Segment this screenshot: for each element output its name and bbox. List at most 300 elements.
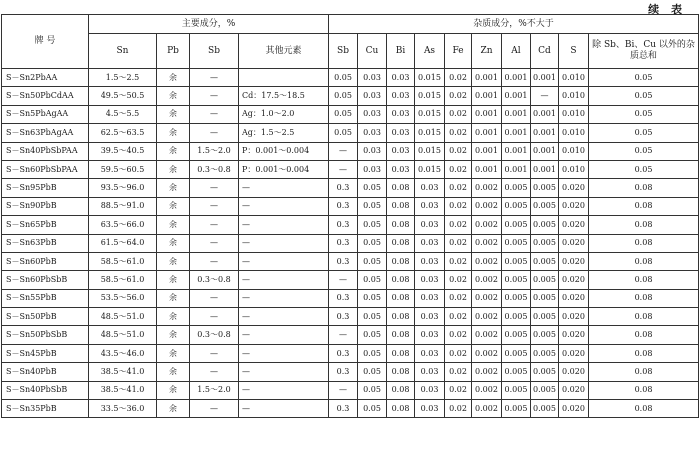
imp-fe-cell: 0.02 bbox=[445, 124, 472, 142]
imp-fe-cell: 0.02 bbox=[445, 234, 472, 252]
imp-s-cell: 0.020 bbox=[559, 326, 589, 344]
imp-as-cell: 0.03 bbox=[415, 289, 445, 307]
imp-as-cell: 0.015 bbox=[415, 160, 445, 178]
imp-fe-cell: 0.02 bbox=[445, 308, 472, 326]
other-elements-cell: — bbox=[239, 381, 329, 399]
table-header bbox=[2, 15, 699, 69]
col-header-imp-bi: Bi bbox=[387, 34, 415, 69]
table-row bbox=[2, 160, 699, 178]
other-elements-cell: P：0.001～0.004 bbox=[239, 160, 329, 178]
imp-s-cell: 0.020 bbox=[559, 271, 589, 289]
sn-cell: 61.5～64.0 bbox=[89, 234, 157, 252]
col-header-imp-cd: Cd bbox=[531, 34, 559, 69]
total-impurities-cell: 0.08 bbox=[589, 197, 699, 215]
imp-as-cell: 0.015 bbox=[415, 142, 445, 160]
sb-cell: 0.3～0.8 bbox=[190, 326, 239, 344]
sb-cell: — bbox=[190, 363, 239, 381]
imp-s-cell: 0.020 bbox=[559, 216, 589, 234]
brand-cell: S－Sn5PbAgAA bbox=[2, 105, 89, 123]
imp-as-cell: 0.015 bbox=[415, 124, 445, 142]
pb-cell: 余 bbox=[157, 142, 190, 160]
total-impurities-cell: 0.05 bbox=[589, 69, 699, 87]
col-header-imp-zn: Zn bbox=[472, 34, 502, 69]
sn-cell: 39.5～40.5 bbox=[89, 142, 157, 160]
imp-sb-cell: 0.3 bbox=[329, 252, 358, 270]
imp-bi-cell: 0.08 bbox=[387, 363, 415, 381]
sb-cell: — bbox=[190, 344, 239, 362]
imp-al-cell: 0.001 bbox=[502, 124, 531, 142]
imp-sb-cell: 0.3 bbox=[329, 289, 358, 307]
pb-cell: 余 bbox=[157, 289, 190, 307]
imp-fe-cell: 0.02 bbox=[445, 216, 472, 234]
imp-zn-cell: 0.001 bbox=[472, 142, 502, 160]
imp-zn-cell: 0.002 bbox=[472, 179, 502, 197]
imp-s-cell: 0.020 bbox=[559, 344, 589, 362]
other-elements-cell: — bbox=[239, 308, 329, 326]
imp-fe-cell: 0.02 bbox=[445, 252, 472, 270]
imp-as-cell: 0.015 bbox=[415, 105, 445, 123]
sb-cell: 0.3～0.8 bbox=[190, 271, 239, 289]
brand-cell: S－Sn60PbSbPAA bbox=[2, 160, 89, 178]
imp-sb-cell: 0.05 bbox=[329, 124, 358, 142]
table-row bbox=[2, 289, 699, 307]
imp-cu-cell: 0.05 bbox=[358, 308, 387, 326]
brand-cell: S－Sn65PbB bbox=[2, 216, 89, 234]
sb-cell: — bbox=[190, 87, 239, 105]
imp-cd-cell: 0.005 bbox=[531, 344, 559, 362]
main-composition-header: 主要成分，% bbox=[89, 15, 329, 34]
brand-cell: S－Sn2PbAA bbox=[2, 69, 89, 87]
table-row bbox=[2, 326, 699, 344]
imp-cd-cell: 0.005 bbox=[531, 381, 559, 399]
imp-sb-cell: — bbox=[329, 381, 358, 399]
solder-composition-table bbox=[1, 14, 699, 418]
table-row bbox=[2, 252, 699, 270]
imp-bi-cell: 0.03 bbox=[387, 105, 415, 123]
sn-cell: 58.5～61.0 bbox=[89, 271, 157, 289]
sb-cell: — bbox=[190, 179, 239, 197]
pb-cell: 余 bbox=[157, 363, 190, 381]
continued-label: 续 表 bbox=[648, 3, 686, 16]
imp-fe-cell: 0.02 bbox=[445, 381, 472, 399]
col-header-imp-sb: Sb bbox=[329, 34, 358, 69]
imp-bi-cell: 0.03 bbox=[387, 69, 415, 87]
imp-as-cell: 0.015 bbox=[415, 87, 445, 105]
imp-s-cell: 0.020 bbox=[559, 234, 589, 252]
pb-cell: 余 bbox=[157, 308, 190, 326]
imp-al-cell: 0.005 bbox=[502, 344, 531, 362]
imp-sb-cell: 0.3 bbox=[329, 400, 358, 418]
col-header-sb: Sb bbox=[190, 34, 239, 69]
sn-cell: 48.5～51.0 bbox=[89, 308, 157, 326]
col-header-imp-fe: Fe bbox=[445, 34, 472, 69]
brand-cell: S－Sn50PbB bbox=[2, 308, 89, 326]
imp-zn-cell: 0.002 bbox=[472, 289, 502, 307]
imp-cu-cell: 0.03 bbox=[358, 105, 387, 123]
imp-zn-cell: 0.002 bbox=[472, 271, 502, 289]
brand-header: 牌 号 bbox=[2, 15, 89, 69]
imp-bi-cell: 0.08 bbox=[387, 271, 415, 289]
brand-cell: S－Sn40PbB bbox=[2, 363, 89, 381]
imp-cu-cell: 0.05 bbox=[358, 234, 387, 252]
sn-cell: 58.5～61.0 bbox=[89, 252, 157, 270]
imp-sb-cell: — bbox=[329, 142, 358, 160]
sb-cell: — bbox=[190, 308, 239, 326]
total-impurities-cell: 0.08 bbox=[589, 363, 699, 381]
imp-cu-cell: 0.03 bbox=[358, 142, 387, 160]
imp-zn-cell: 0.002 bbox=[472, 400, 502, 418]
brand-cell: S－Sn63PbB bbox=[2, 234, 89, 252]
sb-cell: — bbox=[190, 216, 239, 234]
imp-al-cell: 0.005 bbox=[502, 179, 531, 197]
imp-cd-cell: 0.001 bbox=[531, 160, 559, 178]
brand-cell: S－Sn60PbB bbox=[2, 252, 89, 270]
imp-as-cell: 0.03 bbox=[415, 326, 445, 344]
imp-al-cell: 0.005 bbox=[502, 400, 531, 418]
imp-fe-cell: 0.02 bbox=[445, 271, 472, 289]
imp-s-cell: 0.010 bbox=[559, 87, 589, 105]
brand-cell: S－Sn60PbSbB bbox=[2, 271, 89, 289]
imp-sb-cell: 0.3 bbox=[329, 363, 358, 381]
pb-cell: 余 bbox=[157, 326, 190, 344]
table-row bbox=[2, 197, 699, 215]
imp-bi-cell: 0.08 bbox=[387, 344, 415, 362]
imp-cd-cell: 0.005 bbox=[531, 197, 559, 215]
brand-cell: S－Sn95PbB bbox=[2, 179, 89, 197]
imp-fe-cell: 0.02 bbox=[445, 289, 472, 307]
brand-cell: S－Sn40PbSbPAA bbox=[2, 142, 89, 160]
other-elements-cell: — bbox=[239, 344, 329, 362]
imp-cu-cell: 0.05 bbox=[358, 216, 387, 234]
total-impurities-cell: 0.08 bbox=[589, 216, 699, 234]
imp-bi-cell: 0.03 bbox=[387, 142, 415, 160]
table-row bbox=[2, 308, 699, 326]
sb-cell: 0.3～0.8 bbox=[190, 160, 239, 178]
imp-cd-cell: 0.001 bbox=[531, 105, 559, 123]
pb-cell: 余 bbox=[157, 344, 190, 362]
imp-s-cell: 0.020 bbox=[559, 197, 589, 215]
imp-bi-cell: 0.08 bbox=[387, 216, 415, 234]
col-header-imp-as: As bbox=[415, 34, 445, 69]
imp-zn-cell: 0.002 bbox=[472, 216, 502, 234]
imp-cu-cell: 0.03 bbox=[358, 124, 387, 142]
total-impurities-cell: 0.08 bbox=[589, 400, 699, 418]
imp-zn-cell: 0.002 bbox=[472, 381, 502, 399]
sb-cell: — bbox=[190, 400, 239, 418]
sn-cell: 62.5～63.5 bbox=[89, 124, 157, 142]
imp-fe-cell: 0.02 bbox=[445, 326, 472, 344]
imp-bi-cell: 0.08 bbox=[387, 326, 415, 344]
table-row bbox=[2, 105, 699, 123]
imp-cu-cell: 0.03 bbox=[358, 87, 387, 105]
imp-cu-cell: 0.05 bbox=[358, 289, 387, 307]
imp-zn-cell: 0.002 bbox=[472, 197, 502, 215]
imp-s-cell: 0.020 bbox=[559, 400, 589, 418]
imp-al-cell: 0.001 bbox=[502, 142, 531, 160]
total-impurities-cell: 0.08 bbox=[589, 252, 699, 270]
total-impurities-cell: 0.08 bbox=[589, 326, 699, 344]
imp-sb-cell: 0.3 bbox=[329, 234, 358, 252]
imp-cd-cell: 0.001 bbox=[531, 124, 559, 142]
total-impurities-cell: 0.08 bbox=[589, 179, 699, 197]
imp-al-cell: 0.005 bbox=[502, 271, 531, 289]
sb-cell: 1.5～2.0 bbox=[190, 142, 239, 160]
imp-as-cell: 0.03 bbox=[415, 271, 445, 289]
table-row bbox=[2, 216, 699, 234]
imp-cd-cell: — bbox=[531, 87, 559, 105]
imp-s-cell: 0.020 bbox=[559, 252, 589, 270]
imp-al-cell: 0.005 bbox=[502, 289, 531, 307]
other-elements-cell: Cd：17.5～18.5 bbox=[239, 87, 329, 105]
imp-as-cell: 0.03 bbox=[415, 308, 445, 326]
sb-cell: — bbox=[190, 105, 239, 123]
total-impurities-cell: 0.08 bbox=[589, 234, 699, 252]
table-row bbox=[2, 179, 699, 197]
table-row bbox=[2, 142, 699, 160]
table-row bbox=[2, 344, 699, 362]
imp-zn-cell: 0.001 bbox=[472, 69, 502, 87]
imp-fe-cell: 0.02 bbox=[445, 69, 472, 87]
imp-cd-cell: 0.005 bbox=[531, 308, 559, 326]
pb-cell: 余 bbox=[157, 252, 190, 270]
sn-cell: 93.5～96.0 bbox=[89, 179, 157, 197]
table-row bbox=[2, 124, 699, 142]
col-header-imp-s: S bbox=[559, 34, 589, 69]
imp-sb-cell: — bbox=[329, 271, 358, 289]
imp-sb-cell: 0.05 bbox=[329, 87, 358, 105]
imp-as-cell: 0.03 bbox=[415, 400, 445, 418]
imp-fe-cell: 0.02 bbox=[445, 179, 472, 197]
table-body bbox=[2, 69, 699, 418]
col-header-imp-al: Al bbox=[502, 34, 531, 69]
other-elements-cell: — bbox=[239, 289, 329, 307]
table-row bbox=[2, 87, 699, 105]
imp-fe-cell: 0.02 bbox=[445, 400, 472, 418]
table-row bbox=[2, 234, 699, 252]
other-elements-cell: — bbox=[239, 179, 329, 197]
imp-zn-cell: 0.001 bbox=[472, 105, 502, 123]
pb-cell: 余 bbox=[157, 216, 190, 234]
imp-bi-cell: 0.08 bbox=[387, 289, 415, 307]
table-row bbox=[2, 363, 699, 381]
imp-al-cell: 0.001 bbox=[502, 160, 531, 178]
imp-cd-cell: 0.005 bbox=[531, 271, 559, 289]
sn-cell: 48.5～51.0 bbox=[89, 326, 157, 344]
imp-al-cell: 0.005 bbox=[502, 381, 531, 399]
imp-cu-cell: 0.05 bbox=[358, 252, 387, 270]
table-row bbox=[2, 400, 699, 418]
other-elements-cell: — bbox=[239, 400, 329, 418]
imp-bi-cell: 0.08 bbox=[387, 234, 415, 252]
other-elements-cell: Ag：1.0～2.0 bbox=[239, 105, 329, 123]
sn-cell: 33.5～36.0 bbox=[89, 400, 157, 418]
imp-bi-cell: 0.08 bbox=[387, 308, 415, 326]
imp-sb-cell: 0.3 bbox=[329, 197, 358, 215]
sn-cell: 4.5～5.5 bbox=[89, 105, 157, 123]
imp-as-cell: 0.03 bbox=[415, 363, 445, 381]
total-impurities-cell: 0.05 bbox=[589, 105, 699, 123]
imp-al-cell: 0.005 bbox=[502, 234, 531, 252]
imp-s-cell: 0.020 bbox=[559, 381, 589, 399]
imp-al-cell: 0.001 bbox=[502, 69, 531, 87]
imp-cd-cell: 0.005 bbox=[531, 289, 559, 307]
imp-cu-cell: 0.05 bbox=[358, 271, 387, 289]
total-impurities-cell: 0.05 bbox=[589, 124, 699, 142]
imp-cd-cell: 0.005 bbox=[531, 252, 559, 270]
sn-cell: 59.5～60.5 bbox=[89, 160, 157, 178]
total-impurities-cell: 0.05 bbox=[589, 87, 699, 105]
brand-cell: S－Sn35PbB bbox=[2, 400, 89, 418]
pb-cell: 余 bbox=[157, 234, 190, 252]
imp-zn-cell: 0.001 bbox=[472, 160, 502, 178]
imp-sb-cell: — bbox=[329, 326, 358, 344]
imp-bi-cell: 0.03 bbox=[387, 160, 415, 178]
imp-s-cell: 0.020 bbox=[559, 308, 589, 326]
pb-cell: 余 bbox=[157, 124, 190, 142]
sn-cell: 38.5～41.0 bbox=[89, 363, 157, 381]
pb-cell: 余 bbox=[157, 105, 190, 123]
other-elements-cell: — bbox=[239, 252, 329, 270]
imp-cd-cell: 0.001 bbox=[531, 142, 559, 160]
other-elements-cell: — bbox=[239, 216, 329, 234]
imp-cu-cell: 0.05 bbox=[358, 326, 387, 344]
other-elements-cell: Ag：1.5～2.5 bbox=[239, 124, 329, 142]
sn-cell: 38.5～41.0 bbox=[89, 381, 157, 399]
brand-cell: S－Sn63PbAgAA bbox=[2, 124, 89, 142]
imp-s-cell: 0.020 bbox=[559, 179, 589, 197]
sb-cell: — bbox=[190, 289, 239, 307]
imp-cu-cell: 0.03 bbox=[358, 69, 387, 87]
brand-cell: S－Sn40PbSbB bbox=[2, 381, 89, 399]
total-impurities-cell: 0.08 bbox=[589, 381, 699, 399]
imp-bi-cell: 0.08 bbox=[387, 381, 415, 399]
imp-zn-cell: 0.001 bbox=[472, 87, 502, 105]
imp-s-cell: 0.010 bbox=[559, 105, 589, 123]
pb-cell: 余 bbox=[157, 160, 190, 178]
total-impurities-cell: 0.08 bbox=[589, 344, 699, 362]
imp-al-cell: 0.005 bbox=[502, 197, 531, 215]
imp-al-cell: 0.005 bbox=[502, 216, 531, 234]
col-header-other-elements: 其他元素 bbox=[239, 34, 329, 69]
sn-cell: 88.5～91.0 bbox=[89, 197, 157, 215]
sn-cell: 53.5～56.0 bbox=[89, 289, 157, 307]
imp-bi-cell: 0.08 bbox=[387, 179, 415, 197]
imp-bi-cell: 0.03 bbox=[387, 124, 415, 142]
brand-cell: S－Sn55PbB bbox=[2, 289, 89, 307]
imp-zn-cell: 0.002 bbox=[472, 252, 502, 270]
pb-cell: 余 bbox=[157, 69, 190, 87]
imp-al-cell: 0.005 bbox=[502, 308, 531, 326]
sn-cell: 49.5～50.5 bbox=[89, 87, 157, 105]
table-row bbox=[2, 69, 699, 87]
imp-cu-cell: 0.05 bbox=[358, 381, 387, 399]
imp-as-cell: 0.03 bbox=[415, 216, 445, 234]
imp-fe-cell: 0.02 bbox=[445, 197, 472, 215]
imp-sb-cell: 0.3 bbox=[329, 179, 358, 197]
total-impurities-cell: 0.08 bbox=[589, 289, 699, 307]
imp-fe-cell: 0.02 bbox=[445, 87, 472, 105]
imp-s-cell: 0.020 bbox=[559, 363, 589, 381]
imp-fe-cell: 0.02 bbox=[445, 160, 472, 178]
imp-cu-cell: 0.03 bbox=[358, 160, 387, 178]
sn-cell: 63.5～66.0 bbox=[89, 216, 157, 234]
imp-fe-cell: 0.02 bbox=[445, 363, 472, 381]
other-elements-cell bbox=[239, 69, 329, 87]
imp-s-cell: 0.010 bbox=[559, 69, 589, 87]
pb-cell: 余 bbox=[157, 179, 190, 197]
total-impurities-cell: 0.08 bbox=[589, 308, 699, 326]
imp-zn-cell: 0.002 bbox=[472, 234, 502, 252]
imp-bi-cell: 0.08 bbox=[387, 252, 415, 270]
sb-cell: — bbox=[190, 124, 239, 142]
imp-cd-cell: 0.005 bbox=[531, 400, 559, 418]
imp-al-cell: 0.005 bbox=[502, 326, 531, 344]
sn-cell: 1.5～2.5 bbox=[89, 69, 157, 87]
other-elements-cell: — bbox=[239, 197, 329, 215]
imp-sb-cell: 0.05 bbox=[329, 105, 358, 123]
imp-cu-cell: 0.05 bbox=[358, 179, 387, 197]
imp-al-cell: 0.001 bbox=[502, 87, 531, 105]
imp-cd-cell: 0.001 bbox=[531, 69, 559, 87]
imp-fe-cell: 0.02 bbox=[445, 344, 472, 362]
imp-as-cell: 0.03 bbox=[415, 381, 445, 399]
brand-cell: S－Sn45PbB bbox=[2, 344, 89, 362]
imp-cd-cell: 0.005 bbox=[531, 363, 559, 381]
imp-sb-cell: 0.3 bbox=[329, 308, 358, 326]
imp-s-cell: 0.010 bbox=[559, 124, 589, 142]
imp-sb-cell: — bbox=[329, 160, 358, 178]
pb-cell: 余 bbox=[157, 197, 190, 215]
table-row bbox=[2, 381, 699, 399]
imp-fe-cell: 0.02 bbox=[445, 142, 472, 160]
imp-cu-cell: 0.05 bbox=[358, 363, 387, 381]
imp-cd-cell: 0.005 bbox=[531, 179, 559, 197]
sb-cell: — bbox=[190, 69, 239, 87]
imp-zn-cell: 0.002 bbox=[472, 363, 502, 381]
imp-bi-cell: 0.08 bbox=[387, 197, 415, 215]
imp-cu-cell: 0.05 bbox=[358, 197, 387, 215]
imp-sb-cell: 0.05 bbox=[329, 69, 358, 87]
other-elements-cell: — bbox=[239, 271, 329, 289]
imp-sb-cell: 0.3 bbox=[329, 344, 358, 362]
imp-as-cell: 0.03 bbox=[415, 179, 445, 197]
imp-cd-cell: 0.005 bbox=[531, 234, 559, 252]
sb-cell: 1.5～2.0 bbox=[190, 381, 239, 399]
imp-zn-cell: 0.001 bbox=[472, 124, 502, 142]
imp-s-cell: 0.020 bbox=[559, 289, 589, 307]
other-elements-cell: — bbox=[239, 234, 329, 252]
sb-cell: — bbox=[190, 197, 239, 215]
imp-cd-cell: 0.005 bbox=[531, 216, 559, 234]
col-header-imp-cu: Cu bbox=[358, 34, 387, 69]
brand-cell: S－Sn90PbB bbox=[2, 197, 89, 215]
imp-as-cell: 0.015 bbox=[415, 69, 445, 87]
pb-cell: 余 bbox=[157, 381, 190, 399]
pb-cell: 余 bbox=[157, 271, 190, 289]
imp-fe-cell: 0.02 bbox=[445, 105, 472, 123]
col-header-pb: Pb bbox=[157, 34, 190, 69]
imp-zn-cell: 0.002 bbox=[472, 308, 502, 326]
imp-s-cell: 0.010 bbox=[559, 160, 589, 178]
imp-al-cell: 0.005 bbox=[502, 363, 531, 381]
table-row bbox=[2, 271, 699, 289]
total-impurities-cell: 0.08 bbox=[589, 271, 699, 289]
imp-as-cell: 0.03 bbox=[415, 252, 445, 270]
imp-al-cell: 0.001 bbox=[502, 105, 531, 123]
other-elements-cell: P：0.001～0.004 bbox=[239, 142, 329, 160]
sn-cell: 43.5～46.0 bbox=[89, 344, 157, 362]
pb-cell: 余 bbox=[157, 87, 190, 105]
